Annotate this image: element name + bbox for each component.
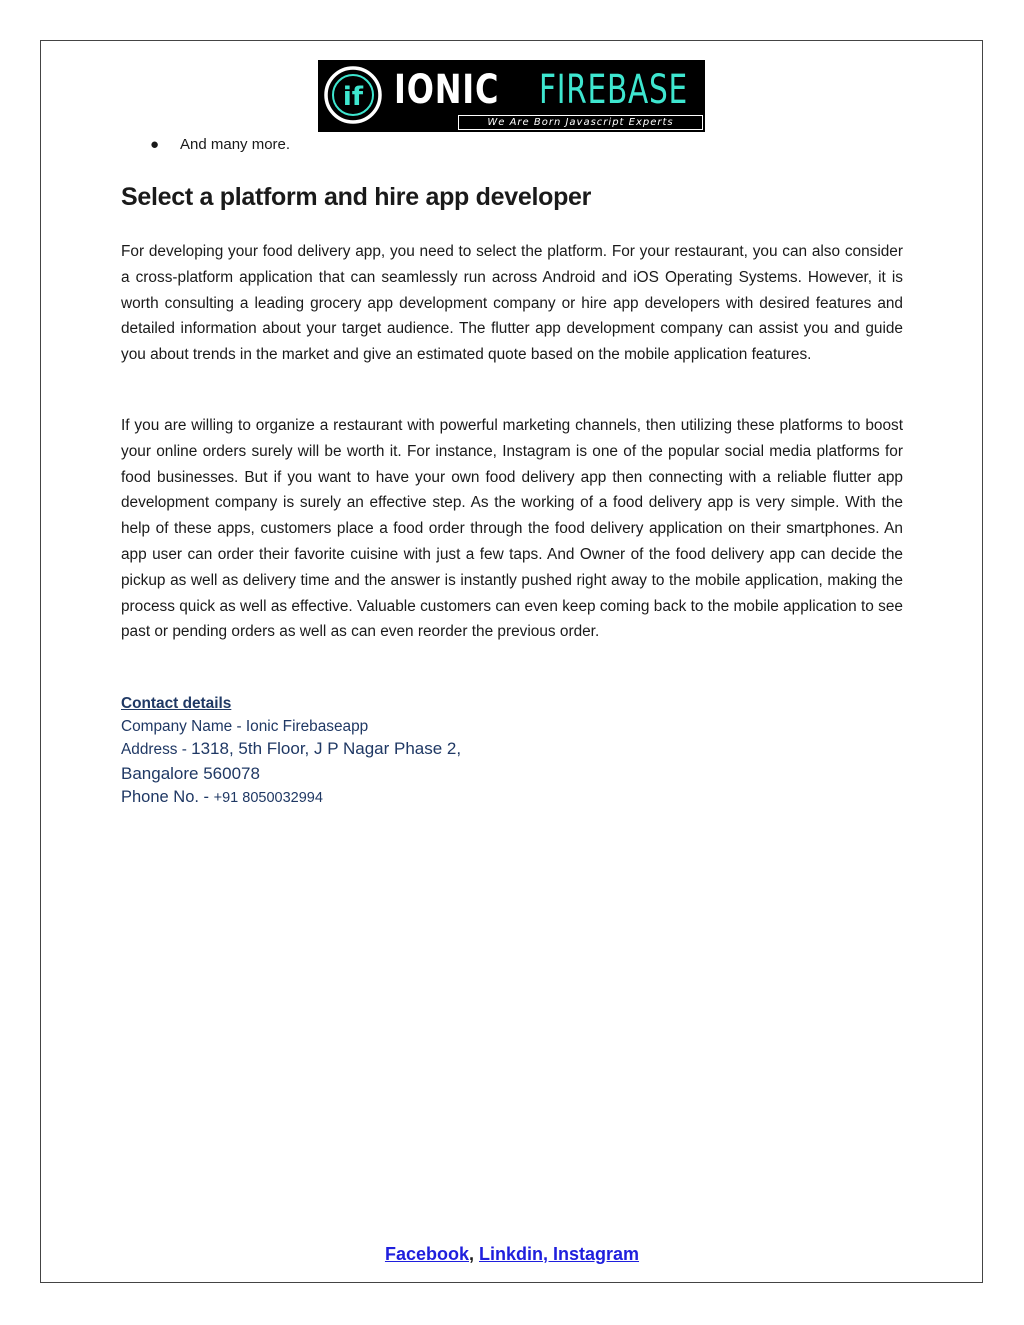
bullet-item [150, 135, 290, 155]
logo-tagline: We Are Born Javascript Experts [458, 115, 703, 130]
bullet-text: And many more. [180, 136, 291, 153]
logo-word-ionic: IONIC [394, 67, 500, 113]
paragraph-marketing: If you are willing to organize a restaurant with powerful marketing channels, then utilizing these platforms to boost your online orders surely will be worth it. For instance, Instagram is one of the popular social media platforms for food businesses. But if you want to have your own food delivery app then connecting with a reliable flutter app development company is surely an effective step. As the working of a food delivery app is very simple. With the help of these apps, customers place a food order through the food delivery application on their smartphones. An app user can order their favorite cuisine with just a few taps. And Owner of the food delivery app can decide the pickup as well as delivery time and the answer is instantly pushed right away to the mobile application, making the process quick as well as effective. Valuable customers can even keep coming back to the mobile application to see past or pending orders as well as can even reorder the previous order. [121, 417, 903, 641]
logo-word-firebase: FIREBASE [539, 67, 688, 113]
footer-separator: , [468, 1244, 479, 1264]
paragraph-platform: For developing your food delivery app, you need to select the platform. For your restaurant, you can also consider a cross-platform application that can seamlessly run across Android and iOS Operating Systems. However, it is worth consulting a leading grocery app development company or hire app developers with desired features and detailed information about your target audience. The flutter app development company can assist you and guide you about trends in the market and give an estimated quote based on the mobile application features. [121, 243, 903, 364]
ionic-firebase-logo [318, 60, 705, 132]
phone-label: Phone No. - [121, 788, 214, 806]
address-line [121, 738, 461, 761]
footer-social-links [0, 1243, 1024, 1265]
phone-line [121, 786, 461, 809]
contact-title: Contact details [121, 695, 232, 712]
phone-value: +91 8050032994 [213, 790, 323, 806]
facebook-link[interactable]: Facebook [384, 1244, 469, 1264]
address-label: Address - [121, 741, 192, 758]
address-city-line: Bangalore 560078 [121, 764, 260, 783]
logo-mark-icon [322, 64, 384, 126]
address-value: 1318, 5th Floor, J P Nagar Phase 2, [191, 739, 462, 758]
page-border [40, 40, 983, 1283]
section-heading: Select a platform and hire app developer [121, 183, 592, 211]
contact-details [121, 692, 461, 809]
logo-mark-text: if [342, 82, 364, 112]
company-name-line: Company Name - Ionic Firebaseapp [121, 718, 369, 735]
bullet-symbol: ● [150, 136, 160, 153]
linkdin-instagram-link[interactable]: Linkdin, Instagram [479, 1244, 640, 1264]
